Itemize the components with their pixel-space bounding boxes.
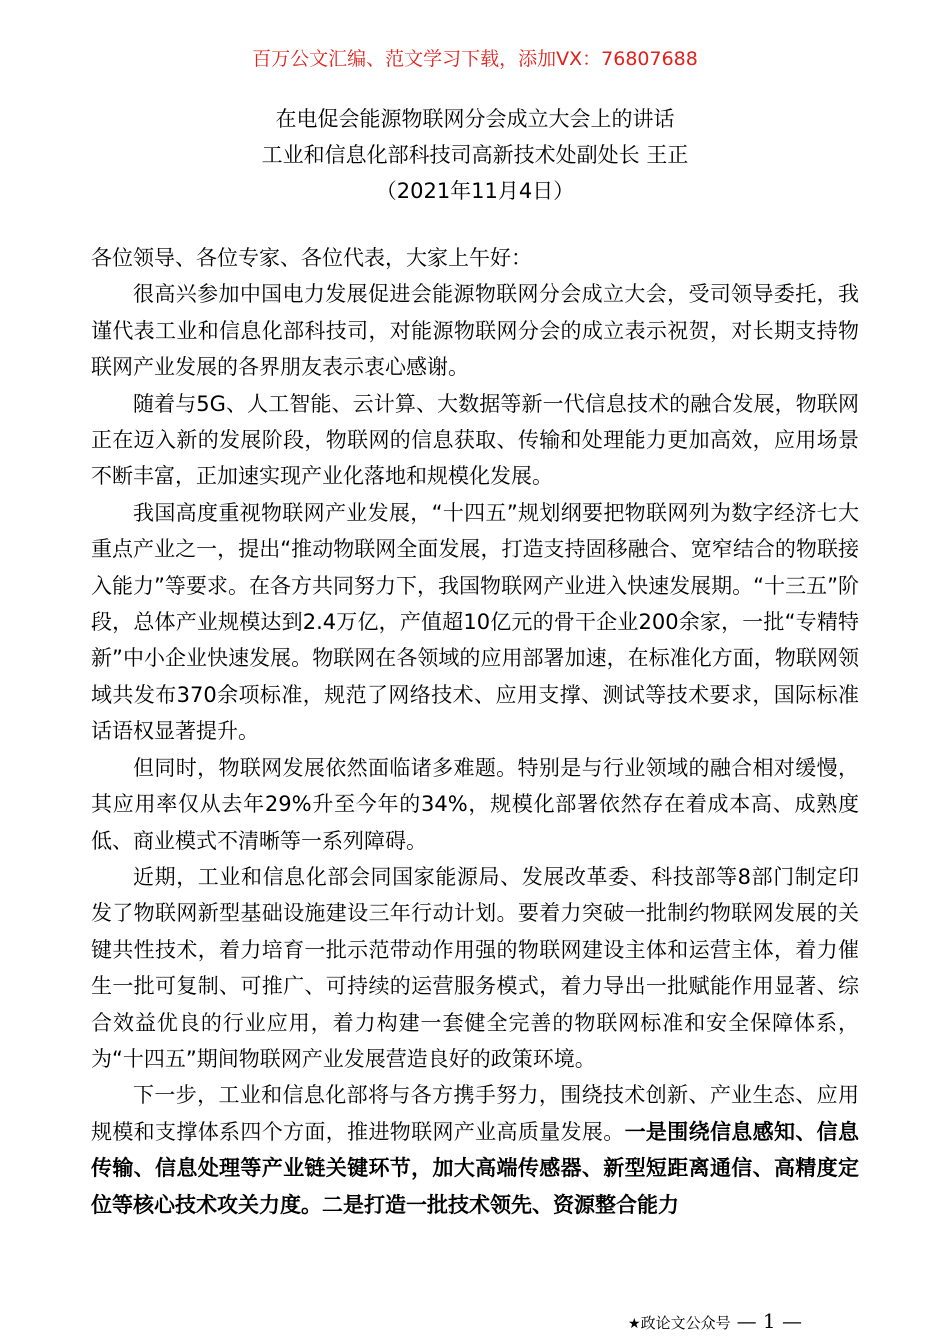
document-title-block: [0, 101, 950, 209]
paragraph-4: 但同时，物联网发展依然面临诸多难题。特别是与行业领域的融合相对缓慢，其应用率仅从去年29%升至今年的34%，规模化部署依然存在着成本高、成熟度低、商业模式不清晰等一系列障碍。: [91, 755, 859, 853]
speech-title: 在电促会能源物联网分会成立大会上的讲话: [275, 107, 675, 131]
paragraph-6-emphasis: 一是围绕信息感知、信息传输、信息处理等产业链关键环节，加大高端传感器、新型短距离通信、高精度定位等核心技术攻关力度。二是打造一批技术领先、资源整合能力: [91, 1119, 860, 1217]
speaker-line: 工业和信息化部科技司高新技术处副处长 王正: [261, 143, 689, 167]
paragraph-2: 随着与5G、人工智能、云计算、大数据等新一代信息技术的融合发展，物联网正在迈入新的发展阶段，物联网的信息获取、传输和处理能力更加高效，应用场景不断丰富，正加速实现产业化落地和规模化发展。: [91, 391, 859, 489]
page-number: — 1 —: [736, 1309, 803, 1333]
paragraph-6: [91, 1077, 859, 1223]
speech-date: （2021年11月4日）: [375, 179, 575, 203]
page-footer: [628, 1309, 802, 1336]
greeting: 各位领导、各位专家、各位代表，大家上午好：: [91, 246, 532, 270]
footer-source: 政论文公众号: [640, 1314, 731, 1332]
paragraph-5: 近期，工业和信息化部会同国家能源局、发展改革委、科技部等8部门制定印发了物联网新型基础设施建设三年行动计划。要着力突破一批制约物联网发展的关键共性技术，着力培育一批示范带动作用强的物联网建设主体和运营主体，着力催生一批可复制、可推广、可持续的运营服务模式，着力导出一批赋能作用显著、综合效益优良的行业应用，着力构建一套健全完善的物联网标准和安全保障体系，为“十四五”期间物联网产业发展营造良好的政策环境。: [91, 864, 859, 1071]
star-icon: ★: [628, 1316, 641, 1332]
paragraph-1: 很高兴参加中国电力发展促进会能源物联网分会成立大会，受司领导委托，我谨代表工业和信息化部科技司，对能源物联网分会的成立表示祝贺，对长期支持物联网产业发展的各界朋友表示衷心感谢。: [91, 282, 859, 380]
paragraph-6-text: 下一步，工业和信息化部将与各方携手努力，围绕技术创新、产业生态、应用规模和支撑体系四个方面，推进物联网产业高质量发展。: [91, 1083, 859, 1144]
speech-body: [91, 240, 859, 1223]
header-banner: 百万公文汇编、范文学习下载，添加VX：76807688: [252, 48, 698, 70]
paragraph-3: 我国高度重视物联网产业发展，“十四五”规划纲要把物联网列为数字经济七大重点产业之一，提出“推动物联网全面发展，打造支持固移融合、宽窄结合的物联接入能力”等要求。在各方共同努力下，我国物联网产业进入快速发展期。“十三五”阶段，总体产业规模达到2.4万亿，产值超10亿元的骨干企业200余家，一批“专精特新”中小企业快速发展。物联网在各领域的应用部署加速，在标准化方面，物联网领域共发布370余项标准，规范了网络技术、应用支撑、测试等技术要求，国际标准话语权显著提升。: [91, 500, 859, 744]
